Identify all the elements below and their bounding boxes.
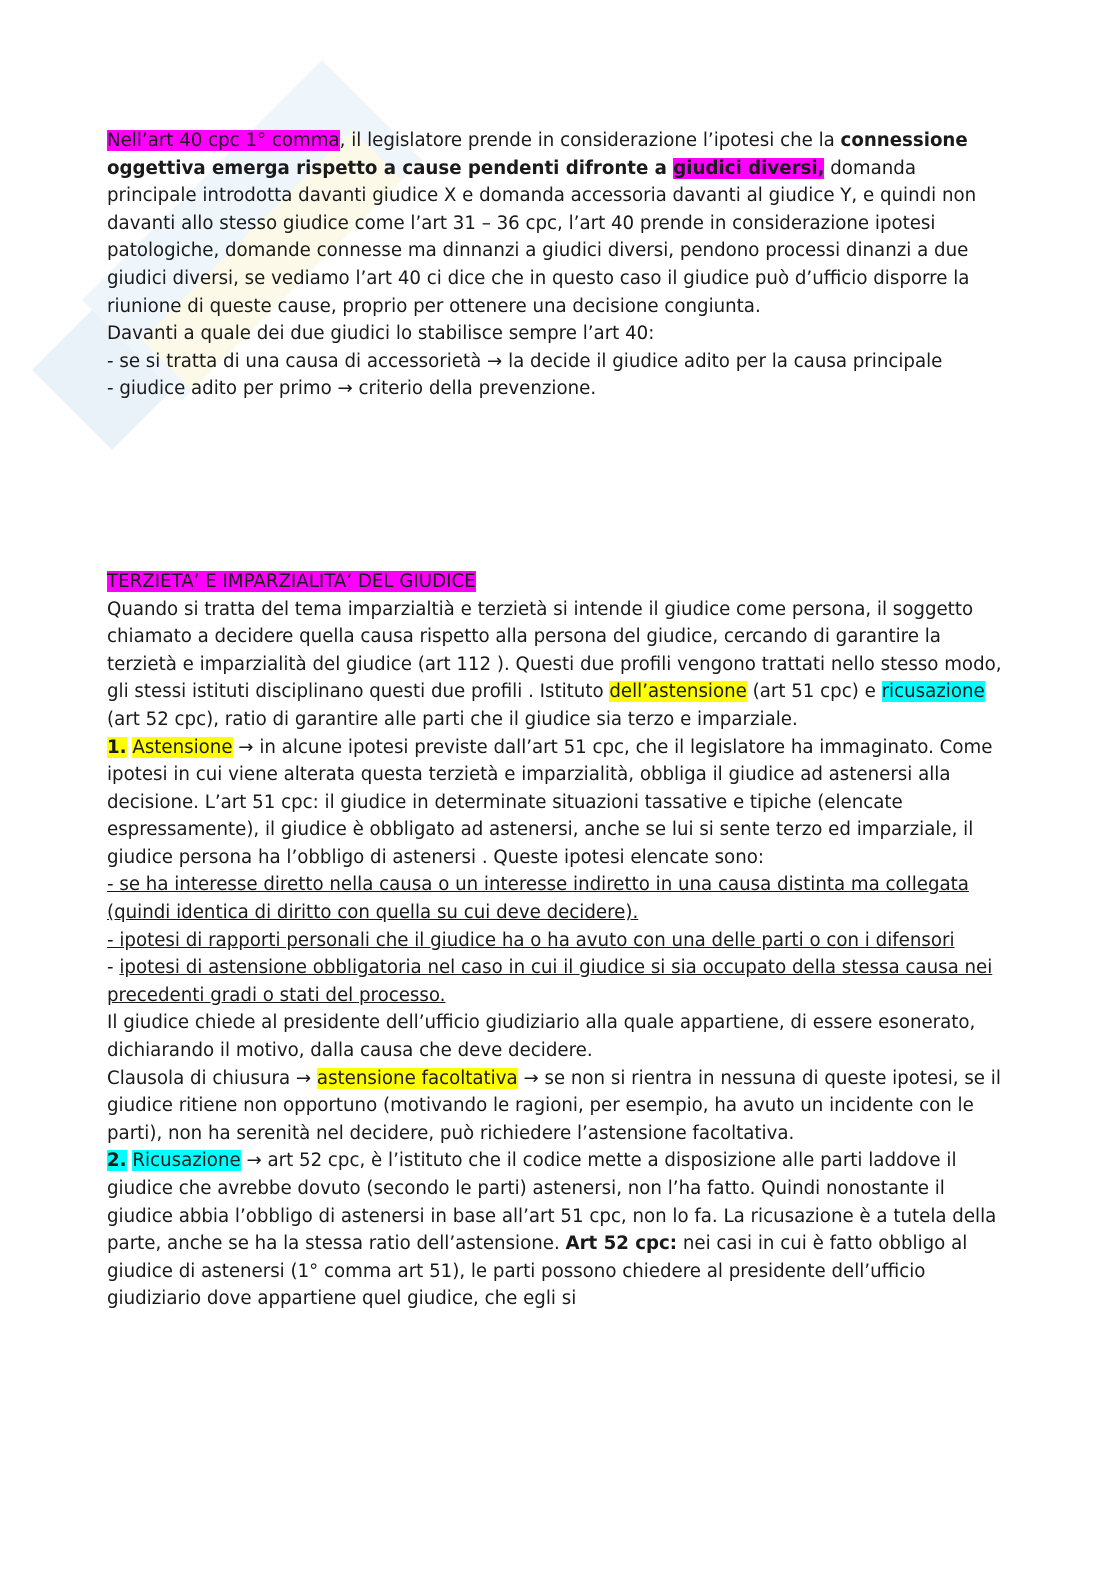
highlight-ricusazione: ricusazione (881, 681, 985, 703)
bold-art52: Art 52 cpc: (565, 1233, 678, 1255)
list-item-prevenzione: - giudice adito per primo → criterio della prevenzione. (107, 378, 597, 400)
highlight-facoltativa: astensione facoltativa (316, 1067, 518, 1089)
highlight-astensione: dell’astensione (609, 681, 747, 703)
list-item-accessorieta: - se si tratta di una causa di accessorietà → la decide il giudice adito per la causa principale (107, 350, 943, 372)
section-heading: TERZIETA’ E IMPARZIALITA’ DEL GIUDICE (107, 570, 476, 592)
highlight-art40: Nell’art 40 cpc 1° comma (107, 130, 340, 151)
item-ricusazione: 2. Ricusazione → art 52 cpc, è l’istituto che il codice mette a disposizione alle parti laddove il giudice che avrebbe dovuto (secondo le parti) astenersi, non l’ha fatto. Quindi nonostante il giudice abbia l’obbligo di astenersi in base all’art 51 cpc, non lo fa. La ricusazione è a tutela della parte, anche se ha la stessa ratio dell’astensione. Art 52 cpc: nei casi in cui è fatto obbligo al giudice di astenersi (1° comma art 51), le parti possono chiedere al presidente dell’ufficio giudiziario dove appartiene quel giudice, che egli si (107, 1150, 997, 1310)
list-item-rapporti: - ipotesi di rapporti personali che il giudice ha o ha avuto con una delle parti o con i difensori (107, 929, 955, 951)
paragraph-davanti: Davanti a quale dei due giudici lo stabilisce sempre l’art 40: (107, 323, 655, 345)
highlight-astensione-title: Astensione (132, 736, 233, 758)
highlight-giudici-diversi: giudici diversi, (673, 157, 825, 179)
bold-connessione: connessione oggettiva emerga rispetto a cause pendenti difronte a (107, 130, 968, 179)
item-astensione: 1. Astensione → in alcune ipotesi previste dall’art 51 cpc, che il legislatore ha immaginato. Come ipotesi in cui viene alterata questa terzietà e imparzialità, obbliga il giudice ad astenersi alla decisione. L’art 51 cpc: il giudice in determinate situazioni tassative e tipiche (elencate espressamente), il giudice è obbligato ad astenersi, anche se lui si sente terzo ed imparziale, il giudice persona ha l’obbligo di astenersi . Queste ipotesi elencate sono: (107, 736, 993, 868)
list-item-obbligatoria: - ipotesi di astensione obbligatoria nel caso in cui il giudice si sia occupato della stessa causa nei precedenti gradi o stati del processo. (107, 957, 993, 1006)
paragraph-clausola: Clausola di chiusura → astensione facoltativa → se non si rientra in nessuna di queste ipotesi, se il giudice ritiene non opportuno (motivando le ragioni, per esempio, ha avuto un incidente con le parti), non ha serenità nel decidere, può richiedere l’astensione facoltativa. (107, 1067, 1001, 1144)
highlight-ricusazione-title: Ricusazione (132, 1150, 241, 1172)
list-item-interesse: - se ha interesse diretto nella causa o un interesse indiretto in una causa distinta ma collegata (quindi identica di diritto con quella su cui deve decidere). (107, 874, 969, 924)
paragraph-esonerato: Il giudice chiede al presidente dell’ufficio giudiziario alla quale appartiene, di essere esonerato, dichiarando il motivo, dalla causa che deve decidere. (107, 1012, 976, 1062)
document-page (107, 127, 1007, 1313)
paragraph-terzieta: Quando si tratta del tema imparzialtià e terzietà si intende il giudice come persona, il soggetto chiamato a decidere quella causa rispetto alla persona del giudice, cercando di garantire la terzietà e imparzialità del giudice (art 112 ). Questi due profili vengono trattati nello stesso modo, gli stessi istituti disciplinano questi due profili . Istituto dell’astensione (art 51 cpc) e ricusazione (art 52 cpc), ratio di garantire alle parti che il giudice sia terzo e imparziale. (107, 598, 1002, 730)
paragraph-art40: Nell’art 40 cpc 1° comma, il legislatore prende in considerazione l’ipotesi che la connessione oggettiva emerga rispetto a cause pendenti difronte a giudici diversi, domanda principale introdotta davanti giudice X e domanda accessoria davanti al giudice Y, e quindi non davanti allo stesso giudice come l’art 31 – 36 cpc, l’art 40 prende in considerazione ipotesi patologiche, domande connesse ma dinnanzi a giudici diversi, pendono processi dinanzi a due giudici diversi, se vediamo l’art 40 ci dice che in questo caso il giudice può d’ufficio disporre la riunione di queste cause, proprio per ottenere una decisione congiunta. (107, 130, 977, 317)
